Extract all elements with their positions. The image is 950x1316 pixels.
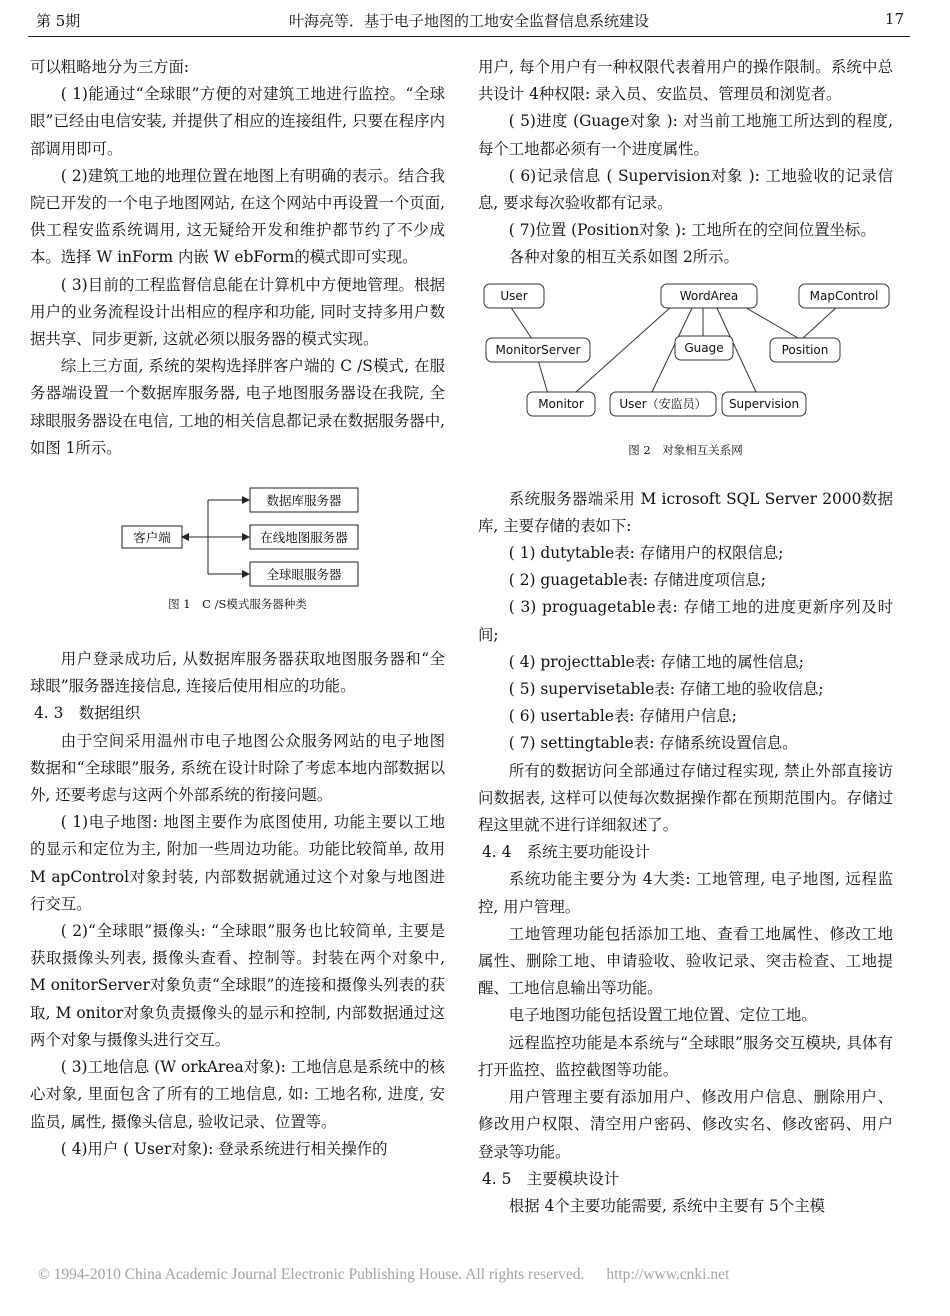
paragraph: 电子地图功能包括设置工地位置、定位工地。 (508, 1006, 817, 1025)
object-relationship-diagram (478, 278, 893, 438)
label-user-supervisor: User（安监员） (619, 396, 707, 411)
label-mapcontrol: MapControl (809, 288, 879, 303)
page-number: 17 (884, 10, 904, 28)
section-heading: 4. 4 系统主要功能设计 (482, 843, 650, 862)
issue-label: 第 5期 (36, 12, 81, 30)
paragraph: 用户, 每个用户有一种权限代表着用户的操作限制。系统中总共设计 4种权限: 录入员、安监员、管理员和浏览者。 (478, 58, 893, 104)
paragraph: ( 2)建筑工地的地理位置在地图上有明确的表示。结合我院已开发的一个电子地图网站, 在这个网站中再设置一个页面, 供工程安监系统调用, 这无疑给开发和维护都节约了不少成本。选择 W inForm 内嵌 W ebForm的模式即可实现。 (30, 166, 445, 267)
paragraph: ( 1) dutytable表: 存储用户的权限信息; (508, 544, 784, 563)
paragraph: 远程监控功能是本系统与“全球眼”服务交互模块, 具体有打开监控、监控截图等功能。 (478, 1033, 893, 1079)
figure-2-caption: 图 2 对象相互关系网 (628, 442, 743, 457)
label-position: Position (781, 342, 829, 357)
paragraph: 用户管理主要有添加用户、修改用户信息、删除用户、修改用户权限、清空用户密码、修改实名、修改密码、用户登录等功能。 (478, 1088, 893, 1161)
paragraph: 工地管理功能包括添加工地、查看工地属性、修改工地属性、删除工地、申请验收、验收记录、突击检查、工地提醒、工地信息输出等功能。 (478, 924, 893, 998)
paragraph: ( 7)位置 (Position对象 ): 工地所在的空间位置坐标。 (508, 221, 876, 240)
paragraph: 可以粗略地分为三方面: (30, 58, 190, 76)
paragraph: 综上三方面, 系统的架构选择胖客户端的 C /S模式, 在服务器端设置一个数据库服务器, 电子地图服务器设在我院, 全球眼服务器设在电信, 工地的相关信息都记录在数据服务器中, 如图 1所示。 (30, 357, 445, 457)
paragraph: 由于空间采用温州市电子地图公众服务网站的电子地图数据和“全球眼”服务, 系统在设计时除了考虑本地内部数据以外, 还要考虑与这两个外部系统的衔接问题。 (30, 731, 445, 805)
paragraph: ( 4) projecttable表: 存储工地的属性信息; (508, 652, 804, 671)
paragraph: ( 5) supervisetable表: 存储工地的验收信息; (508, 680, 824, 699)
paragraph: ( 1)电子地图: 地图主要作为底图使用, 功能主要以工地的显示和定位为主, 附加一些周边功能。功能比较简单, 故用 M apControl对象封装, 内部数据就通过这个对象与地图进行交互。 (30, 813, 445, 913)
label-guage: Guage (684, 340, 724, 355)
figure-2 (478, 278, 893, 486)
paragraph: 根据 4个主要功能需要, 系统中主要有 5个主模 (508, 1196, 825, 1215)
paragraph: ( 2) guagetable表: 存储进度项信息; (508, 571, 766, 590)
right-column (478, 54, 893, 1220)
edge-mapcontrol-position (803, 306, 838, 338)
paragraph: 用户登录成功后, 从数据库服务器获取地图服务器和“全球眼”服务器连接信息, 连接后使用相应的功能。 (30, 650, 445, 696)
copyright-footer (38, 1266, 729, 1284)
global-eye-server-label: 全球眼服务器 (266, 567, 342, 583)
client-label: 客户端 (133, 530, 171, 546)
paragraph: ( 3)目前的工程监督信息能在计算机中方便地管理。根据用户的业务流程设计出相应的程序和功能, 同时支持多用户数据共享、同步更新, 这就必须以服务器的模式实现。 (30, 275, 445, 349)
label-monitorserver: MonitorServer (495, 342, 581, 357)
paragraph: ( 2)“全球眼”摄像头: “全球眼”服务也比较简单, 主要是获取摄像头列表, 摄像头查看、控制等。封装在两个对象中, M onitorServer对象负责“全球眼”的连接和摄像头列表的获取, M onitor对象负责摄像头的显示和控制, 内部数据通过这两个对象与摄像头进行交互。 (30, 922, 445, 1049)
paragraph: ( 6) usertable表: 存储用户信息; (508, 707, 737, 726)
section-heading: 4. 3 数据组织 (34, 704, 141, 723)
database-server-label: 数据库服务器 (266, 493, 342, 509)
label-user: User (500, 288, 528, 303)
figure-1-caption: 图 1 C /S模式服务器种类 (168, 597, 307, 612)
paragraph: ( 7) settingtable表: 存储系统设置信息。 (508, 734, 798, 753)
figure-1 (30, 472, 445, 646)
label-supervision: Supervision (728, 396, 800, 411)
paragraph: ( 3) proguagetable表: 存储工地的进度更新序列及时间; (478, 598, 893, 644)
paragraph: ( 1)能通过“全球眼”方便的对建筑工地进行监控。“全球眼”已经由电信安装, 并提供了相应的连接组件, 只要在程序内部调用即可。 (30, 85, 445, 158)
footer-url: http://www.cnki.net (606, 1266, 730, 1283)
paragraph: ( 6)记录信息 ( Supervision对象 ): 工地验收的记录信息, 要求每次验收都有记录。 (478, 166, 893, 213)
paragraph: 所有的数据访问全部通过存储过程实现, 禁止外部直接访问数据表, 这样可以使每次数据操作都在预期范围内。存储过程这里就不进行详细叙述了。 (478, 761, 893, 835)
cs-architecture-diagram (30, 472, 445, 592)
paragraph: 系统功能主要分为 4大类: 工地管理, 电子地图, 远程监控, 用户管理。 (478, 870, 893, 916)
paragraph: ( 3)工地信息 (W orkArea对象): 工地信息是系统中的核心对象, 里面包含了所有的工地信息, 如: 工地名称, 进度, 安监员, 属性, 摄像头信息, 验收记录、位置等。 (30, 1058, 445, 1131)
copyright-text: © 1994-2010 China Academic Journal Electronic Publishing House. All rights reserved. (38, 1266, 585, 1283)
running-title: 叶海亮等．基于电子地图的工地安全监督信息系统建设 (288, 12, 649, 30)
section-heading: 4. 5 主要模块设计 (482, 1169, 620, 1188)
paragraph: ( 4)用户 ( User对象): 登录系统进行相关操作的 (60, 1139, 388, 1158)
paragraph: 各种对象的相互关系如图 2所示。 (508, 248, 739, 267)
edge-monitorserver-monitor (538, 360, 548, 394)
paragraph: 系统服务器端采用 M icrosoft SQL Server 2000数据库, 主要存储的表如下: (478, 489, 893, 535)
running-header (28, 6, 910, 37)
label-wordarea: WordArea (679, 288, 739, 303)
left-column (30, 54, 445, 1163)
map-server-label: 在线地图服务器 (260, 530, 348, 546)
label-monitor: Monitor (538, 396, 584, 411)
paragraph: ( 5)进度 (Guage对象 ): 对当前工地施工所达到的程度, 每个工地都必须有一个进度属性。 (478, 112, 893, 158)
